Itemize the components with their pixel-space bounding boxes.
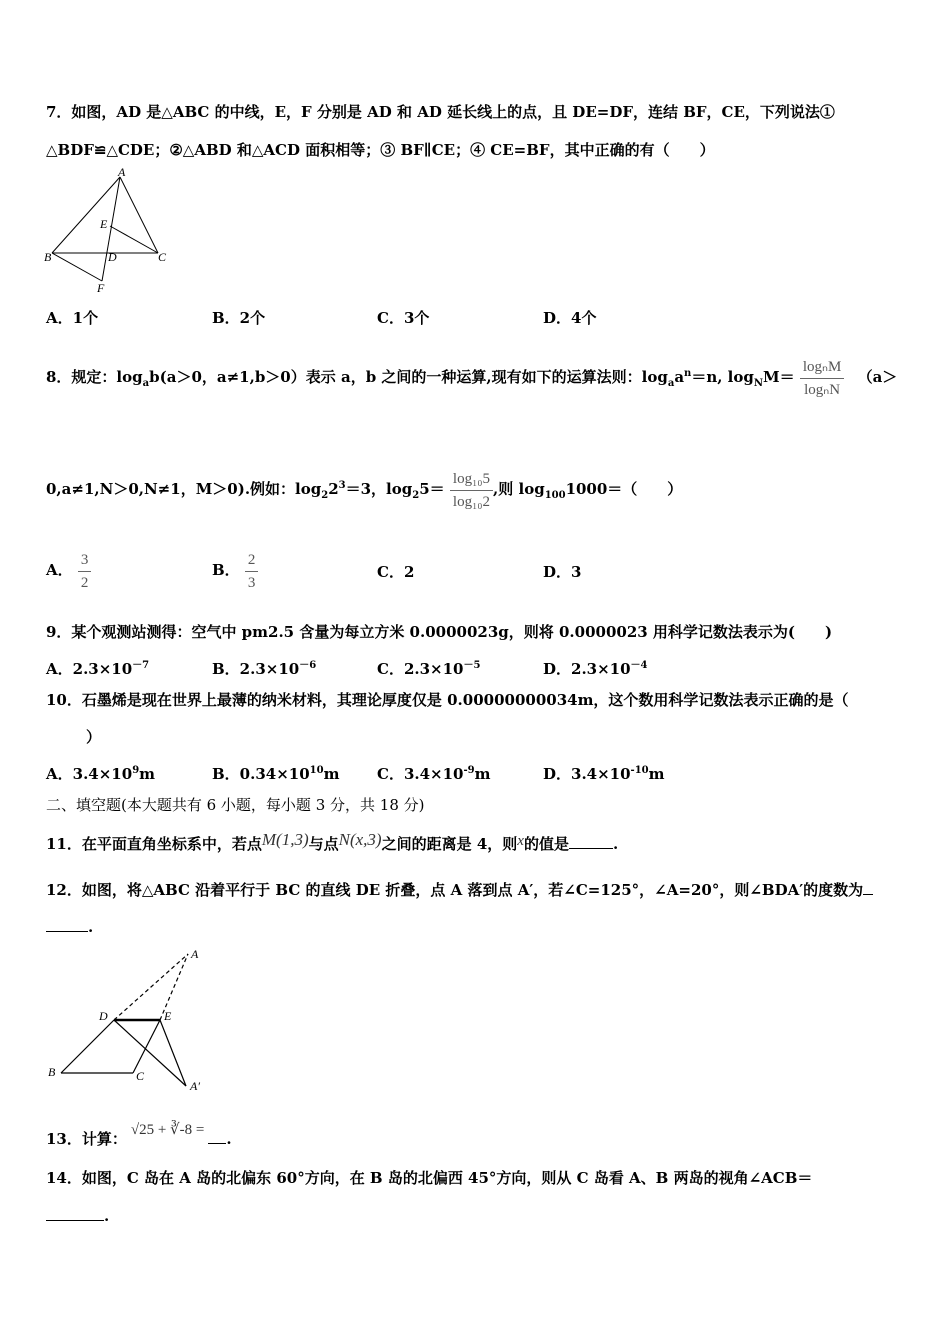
label-C: C <box>136 1069 145 1083</box>
q14-stem-line2: . <box>46 1206 109 1226</box>
label-D: D <box>108 250 117 264</box>
q8-option-b: B． $\frac{2}{3}$ <box>212 540 258 600</box>
q9-option-d: D．$2.3\times 10^{-4}$ <box>543 660 648 678</box>
q10-option-d: D．$3.4\times 10^{-10}m$ <box>543 765 665 783</box>
q10-option-b: B．$0.34\times 10^{10}m$ <box>212 765 340 783</box>
label-C: C <box>158 250 167 264</box>
segment-BF <box>52 253 102 281</box>
label-A-prime: A′ <box>190 1079 200 1093</box>
q9-option-b: B．$2.3\times 10^{-6}$ <box>212 660 317 678</box>
q10-stem-line1: 10．石墨烯是现在世界上最薄的纳米材料，其理论厚度仅是 0.00000000034m，这个数用科学记数法表示正确的是（ <box>46 691 849 709</box>
q7-option-d: D．4个 <box>543 309 597 327</box>
q9-stem: 9．某个观测站测得：空气中 pm2.5 含量为每立方米 0.0000023g，则将 0.0000023 用科学记数法表示为( ) <box>46 623 833 641</box>
label-E: E <box>100 217 108 231</box>
q8-option-d: D．3 <box>543 563 582 581</box>
segment-DA-dashed <box>114 954 188 1020</box>
segment-BD <box>61 1020 114 1073</box>
q8-option-a: A． $\frac{3}{2}$ <box>46 540 91 600</box>
q7-option-a: A．1个 <box>46 309 99 327</box>
segment-AB <box>52 177 120 253</box>
q12-answer-blank-start[interactable] <box>863 880 873 895</box>
q10-option-a: A．$3.4\times 10^9m$ <box>46 765 156 783</box>
q10-option-c: C．$3.4\times 10^{-9}m$ <box>377 765 491 783</box>
q10-stem-line2: ） <box>86 728 102 746</box>
q7-figure <box>40 165 180 295</box>
segment-DA-prime <box>114 1020 186 1086</box>
q14-answer-blank[interactable] <box>46 1206 104 1221</box>
q12-stem-line2: . <box>46 917 93 937</box>
label-A: A <box>191 947 199 961</box>
q8-rule-fraction: $\frac{\text{logₙM}}{\text{logₙN}}$ <box>800 356 844 401</box>
label-B: B <box>48 1065 56 1079</box>
q11-stem: 11．在平面直角坐标系中，若点M(1,3)与点N(x,3)之间的距离是 4，则x的值是 . <box>46 830 619 853</box>
q7-stem-line1: 7．如图，AD 是△ABC 的中线，E，F 分别是 AD 和 AD 延长线上的点，且 DE=DF，连结 BF，CE，下列说法① <box>46 103 835 121</box>
q8-example-fraction: $\frac{\text{log₁₀5}}{\text{log₁₀2}}$ <box>450 468 493 513</box>
label-F: F <box>97 281 105 295</box>
q13-answer-blank[interactable] <box>208 1129 226 1144</box>
q8-stem-line2: 0,a≠1,N＞0,N≠1，M＞0).例如：$\log_22^3=3$，$\log_25=$ $\frac{\text{log₁₀5}}{\text{log₁₀2}}$ ,则 $\log_{100}1000=$（ ） <box>46 458 682 524</box>
segment-CE <box>133 1020 160 1073</box>
q12-stem-line1: 12．如图，将△ABC 沿着平行于 BC 的直线 DE 折叠，点 A 落到点 A′，若∠C=125°，∠A=20°，则∠BDA′的度数为 <box>46 880 873 900</box>
label-D: D <box>99 1009 108 1023</box>
q7-option-b: B．2个 <box>212 309 266 327</box>
q7-option-c: C．3个 <box>377 309 430 327</box>
q7-stem-line2: △BDF≌△CDE；②△ABD 和△ACD 面积相等；③ BF∥CE；④ CE=BF，其中正确的有（ ） <box>46 141 715 159</box>
q12-answer-blank[interactable] <box>46 917 88 932</box>
segment-AC <box>120 177 158 253</box>
q12-figure <box>40 940 220 1095</box>
q9-option-c: C．$2.3\times 10^{-5}$ <box>377 660 481 678</box>
q13-expression: √25 + ∛-8 = <box>130 1122 205 1138</box>
label-A: A <box>118 165 126 179</box>
q8-stem-line1: 8．规定：$\log_ab(a>0$，a≠1,b＞0）表示 a，b 之间的一种运算,现有如下的运算法则：$\log_aa^n=n$, $\log_NM=$ $\frac{\text{logₙM}}{\text{logₙN}}$ （a＞ <box>46 346 897 412</box>
q13-stem: 13．计算： √25 + ∛-8 = . <box>46 1122 232 1148</box>
label-B: B <box>44 250 52 264</box>
q14-stem-line1: 14．如图，C 岛在 A 岛的北偏东 60°方向，在 B 岛的北偏西 45°方向，则从 C 岛看 A、B 两岛的视角∠ACB＝ <box>46 1169 813 1187</box>
q11-answer-blank[interactable] <box>569 834 613 849</box>
q8-option-c: C．2 <box>377 563 415 581</box>
segment-EA-prime <box>160 1020 186 1086</box>
section-heading-fill-in: 二、填空题(本大题共有 6 小题，每小题 3 分，共 18 分) <box>46 796 425 814</box>
q9-option-a: A．$2.3\times 10^{-7}$ <box>46 660 150 678</box>
label-E: E <box>164 1009 172 1023</box>
